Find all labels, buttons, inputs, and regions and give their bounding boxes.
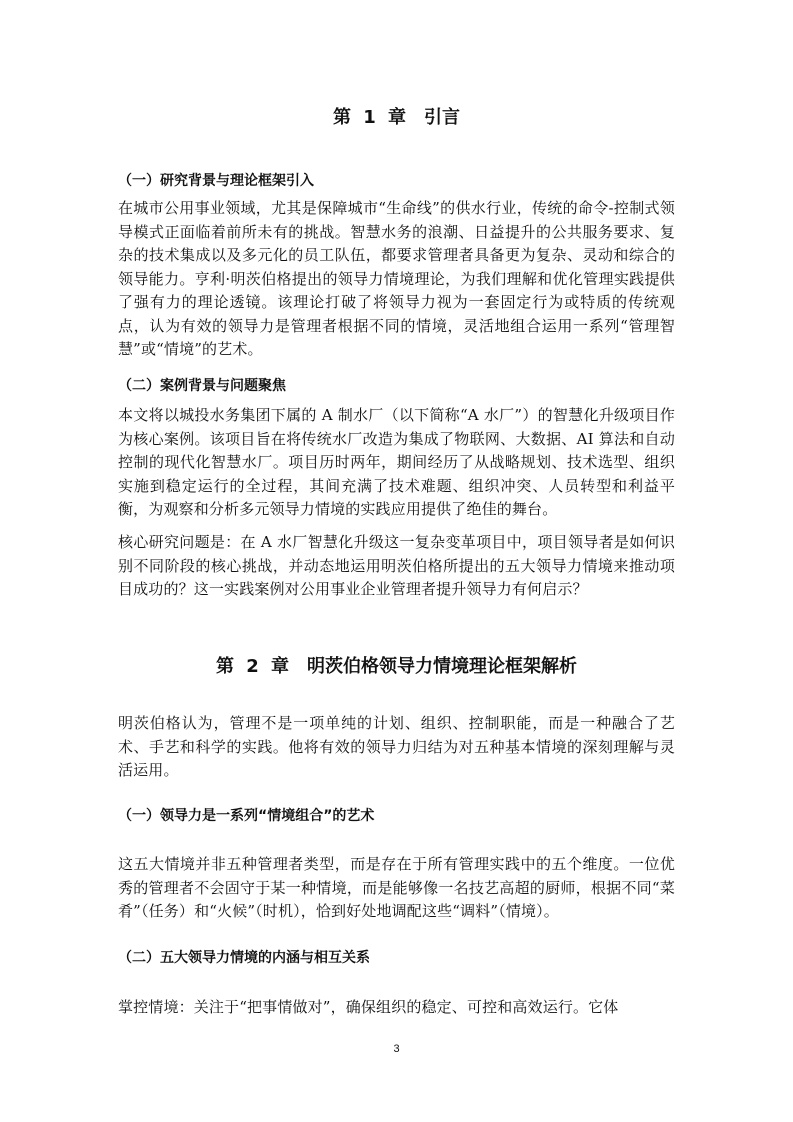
chapter-1-section-1-heading: （一）研究背景与理论框架引入 <box>118 173 314 189</box>
chapter-2-section-2-paragraph: 掌控情境：关注于“把事情做对”，确保组织的稳定、可控和高效运行。它体 <box>118 998 619 1016</box>
chapter-2-title: 第 2 章 明茨伯格领导力情境理论框架解析 <box>215 656 578 677</box>
chapter-1-title: 第 1 章 引言 <box>332 107 461 128</box>
chapter-1-section-2-paragraph-2: 核心研究问题是：在 A 水厂智慧化升级这一复杂变革项目中，项目领导者是如何识别不同阶段的核心挑战，并动态地运用明茨伯格所提出的五大领导力情境来推动项目成功的？这一实践案例对公用事业企业管理者提升领导力有何启示？ <box>118 533 675 598</box>
chapter-2-intro-paragraph: 明茨伯格认为，管理不是一项单纯的计划、组织、控制职能，而是一种融合了艺术、手艺和科学的实践。他将有效的领导力归结为对五种基本情境的深刻理解与灵活运用。 <box>118 714 675 779</box>
chapter-2-section-2-heading: （二）五大领导力情境的内涵与相互关系 <box>118 950 370 966</box>
chapter-2-section-1-heading: （一）领导力是一系列“情境组合”的艺术 <box>118 808 375 824</box>
chapter-1-section-1-paragraph: 在城市公用事业领域，尤其是保障城市“生命线”的供水行业，传统的命令-控制式领导模式正面临着前所未有的挑战。智慧水务的浪潮、日益提升的公共服务要求、复杂的技术集成以及多元化的员工队伍，都要求管理者具备更为复杂、灵动和综合的领导能力。亨利·明茨伯格提出的领导力情境理论，为我们理解和优化管理实践提供了强有力的理论透镜。该理论打破了将领导力视为一套固定行为或特质的传统观点，认为有效的领导力是管理者根据不同的情境，灵活地组合运用一系列“管理智慧”或“情境”的艺术。 <box>118 199 675 358</box>
chapter-1-section-2-paragraph-1: 本文将以城投水务集团下属的 A 制水厂（以下简称“A 水厂”）的智慧化升级项目作为核心案例。该项目旨在将传统水厂改造为集成了物联网、大数据、AI 算法和自动控制的现代化智慧水厂。项目历时两年，期间经历了从战略规划、技术选型、组织实施到稳定运行的全过程，其间充满了技术难题、组织冲突、人员转型和利益平衡，为观察和分析多元领导力情境的实践应用提供了绝佳的舞台。 <box>118 406 675 518</box>
chapter-1-section-2-heading: （二）案例背景与问题聚焦 <box>118 378 286 394</box>
page-number: 3 <box>393 1043 400 1055</box>
chapter-2-section-1-paragraph: 这五大情境并非五种管理者类型，而是存在于所有管理实践中的五个维度。一位优秀的管理者不会固守于某一种情境，而是能够像一名技艺高超的厨师，根据不同“菜肴”（任务）和“火候”（时机），恰到好处地调配这些“调料”（情境）。 <box>118 855 675 920</box>
